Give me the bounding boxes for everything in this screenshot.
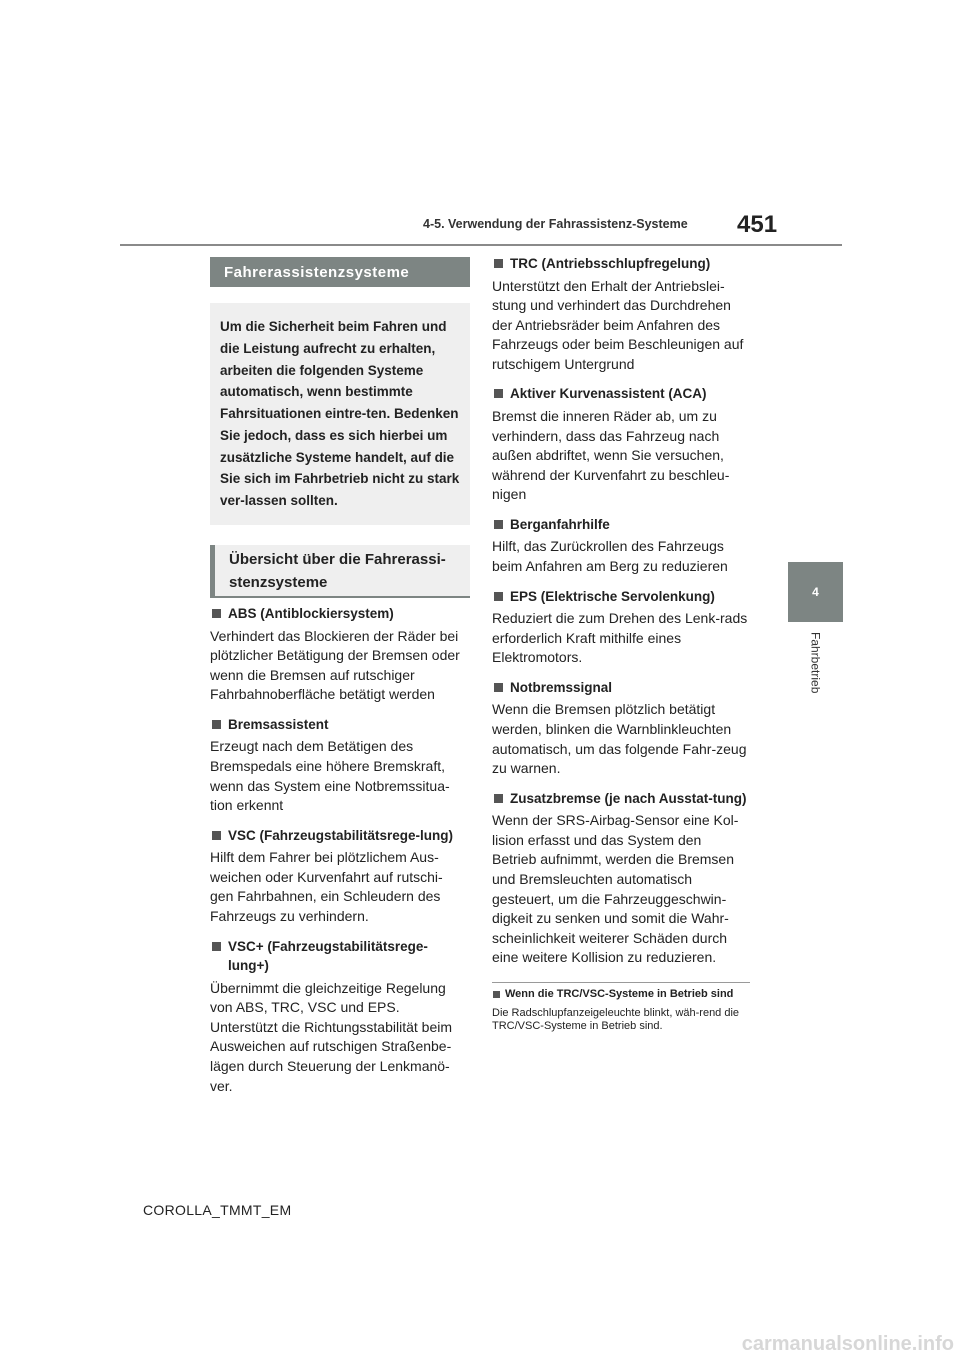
list-item	[210, 937, 465, 1097]
entry-body: Übernimmt die gleichzeitige Regelung von ABS, TRC, VSC und EPS. Unterstützt die Richtungsstabilität beim Ausweichen auf rutschigen Straßenbe-lägen durch Steuerung der Lenkmanö-ver.	[210, 979, 452, 1094]
list-item	[492, 515, 748, 577]
square-bullet-icon	[493, 991, 500, 998]
list-item	[210, 826, 465, 927]
square-bullet-icon	[494, 683, 503, 692]
entry-body: Verhindert das Blockieren der Räder bei plötzlicher Betätigung der Bremsen oder wenn die Bremsen auf rutschiger Fahrbahnoberfläche betätigt werden	[210, 627, 460, 703]
list-item	[210, 604, 465, 705]
list-item	[492, 587, 748, 668]
note-divider	[492, 982, 750, 983]
entry-title: Notbremssignal	[510, 679, 613, 695]
entry-body: Hilft dem Fahrer bei plötzlichem Aus-weichen oder Kurvenfahrt auf rutschi-gen Fahrbahnen, ein Schleudern des Fahrzeugs zu verhindern.	[210, 849, 443, 925]
entry-body: Unterstützt den Erhalt der Antriebslei-stung und verhindert das Durchdrehen der Antriebsräder beim Anfahren des Fahrzeugs oder beim Beschleunigen auf rutschigem Untergrund	[492, 277, 744, 372]
chapter-tab-label: Fahrbetrieb	[808, 632, 823, 694]
entry-body: Erzeugt nach dem Betätigen des Bremspedals eine höhere Bremskraft, wenn das System eine Notbremssitua-tion erkennt	[210, 738, 450, 814]
entry-title: Zusatzbremse (je nach Ausstat-tung)	[510, 790, 747, 806]
entry-title: TRC (Antriebsschlupfregelung)	[510, 256, 711, 271]
section-banner	[210, 257, 470, 287]
entry-body: Wenn der SRS-Airbag-Sensor eine Kol-lision erfasst und das System den Betrieb aufnimmt, werden die Bremsen und Bremsleuchten automatisch gesteuert, um die Fahrzeuggeschwin-digkeit zu senken und somit die Wahr-scheinlichkeit weiterer Schäden durch eine weitere Kollision zu reduzieren.	[492, 812, 739, 966]
watermark: carmanualsonline.info	[741, 1333, 954, 1355]
entry-title: Bremsassistent	[228, 716, 329, 732]
square-bullet-icon	[494, 794, 503, 803]
intro-box	[210, 303, 470, 525]
left-entries	[210, 604, 465, 1106]
square-bullet-icon	[494, 259, 503, 268]
note-body: Die Radschlupfanzeigeleuchte blinkt, wäh-rend die TRC/VSC-Systeme in Betrieb sind.	[492, 1007, 740, 1032]
entry-title: Aktiver Kurvenassistent (ACA)	[510, 386, 707, 402]
intro-text: Um die Sicherheit beim Fahren und die Leistung aufrecht zu erhalten, arbeiten die folgenden Systeme automatisch, wenn bestimmte Fahrsituationen eintre-ten. Bedenken Sie jedoch, dass es sich hierbei um zusätzliche Systeme handelt, auf die Sie sich im Fahrbetrieb nicht zu stark ver-lassen sollten.	[220, 318, 460, 509]
square-bullet-icon	[212, 831, 221, 840]
chapter-tab-number: 4	[788, 562, 843, 622]
running-header-title: 4-5. Verwendung der Fahrassistenz-Systeme	[423, 217, 688, 231]
sub-heading-title: Übersicht über die Fahrerassi-stenzsysteme	[229, 551, 446, 591]
entry-title: VSC+ (Fahrzeugstabilitätsrege-lung+)	[228, 938, 428, 974]
entry-title: Berganfahrhilfe	[510, 516, 610, 532]
entry-body: Wenn die Bremsen plötzlich betätigt werden, blinken die Warnblinkleuchten automatisch, um das folgende Fahr-zeug zu warnen.	[492, 701, 747, 777]
note-title: Wenn die TRC/VSC-Systeme in Betrieb sind	[505, 988, 734, 1000]
square-bullet-icon	[494, 592, 503, 601]
entry-title: VSC (Fahrzeugstabilitätsrege-lung)	[228, 827, 454, 843]
list-item	[492, 678, 748, 779]
entry-body: Reduziert die zum Drehen des Lenk-rads erforderlich Kraft mithilfe eines Elektromotors.	[492, 610, 748, 666]
right-entries	[492, 254, 748, 978]
list-item	[492, 384, 748, 504]
entry-body: Bremst die inneren Räder ab, um zu verhindern, dass das Fahrzeug nach außen abdriftet, wenn Sie versuchen, während der Kurvenfahrt zu beschleu-nigen	[492, 407, 730, 503]
list-item	[492, 254, 748, 374]
header-divider	[120, 244, 842, 246]
sub-heading	[210, 545, 470, 598]
section-banner-title: Fahrerassistenzsysteme	[224, 263, 410, 281]
square-bullet-icon	[212, 609, 221, 618]
list-item	[210, 715, 465, 816]
square-bullet-icon	[494, 389, 503, 398]
list-item	[492, 789, 748, 968]
note	[492, 988, 750, 1033]
square-bullet-icon	[494, 520, 503, 529]
page-number: 451	[737, 211, 778, 238]
entry-title: EPS (Elektrische Servolenkung)	[510, 588, 715, 604]
document-code: COROLLA_TMMT_EM	[143, 1202, 292, 1218]
entry-body: Hilft, das Zurückrollen des Fahrzeugs beim Anfahren am Berg zu reduzieren	[492, 538, 728, 575]
square-bullet-icon	[212, 942, 221, 951]
square-bullet-icon	[212, 720, 221, 729]
entry-title: ABS (Antiblockiersystem)	[228, 606, 394, 621]
